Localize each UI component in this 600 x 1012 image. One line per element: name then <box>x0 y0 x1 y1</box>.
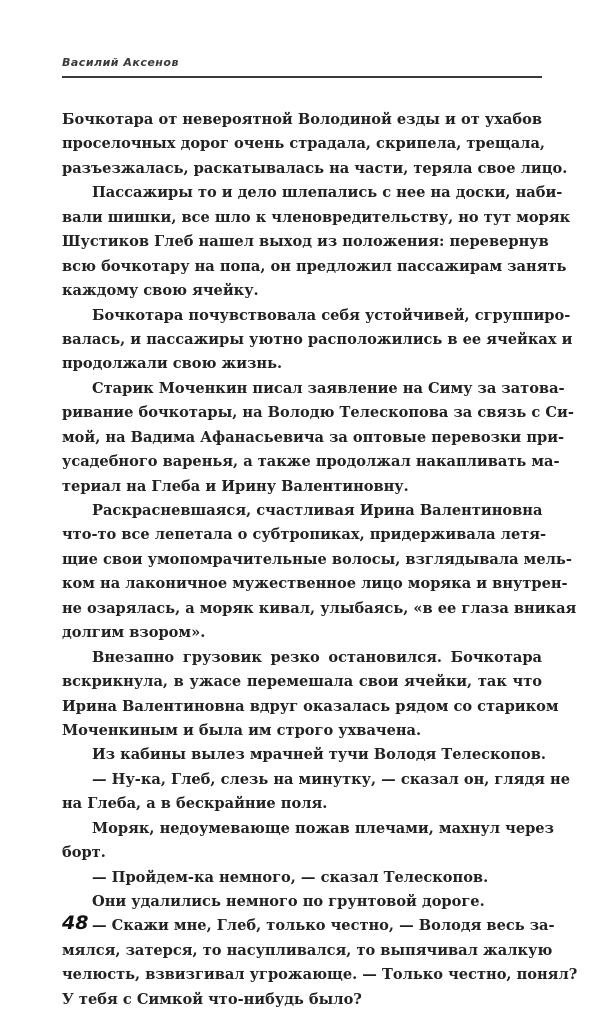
text-line: Шустиков Глеб нашел выход из положения: перевернув <box>62 233 549 251</box>
text-line: мой, на Вадима Афанасьевича за оптовые перевозки при- <box>62 428 565 446</box>
author-name: Василий Аксенов <box>62 56 179 69</box>
text-line: Внезапно грузовик резко остановился. Бочкотара <box>92 648 542 666</box>
text-line: Раскрасневшаяся, счастливая Ирина Валентиновна <box>92 502 543 519</box>
page-number: 48 <box>62 912 89 934</box>
text-line: проселочных дорог очень страдала, скрипела, трещала, <box>62 135 545 153</box>
text-line: ривание бочкотары, на Володю Телескопова за связь с Си- <box>62 404 574 422</box>
text-line: валась, и пассажиры уютно расположились в ее ячейках и <box>62 330 573 348</box>
text-line: вскрикнула, в ужасе перемешала свои ячейки, так что <box>62 673 542 691</box>
text-line: Из кабины вылез мрачней тучи Володя Телескопов. <box>92 746 546 764</box>
text-line: Моряк, недоумевающе пожав плечами, махнул через <box>92 819 554 837</box>
text-line: Пассажиры то и дело шлепались с нее на доски, наби- <box>92 184 563 202</box>
text-line: продолжали свою жизнь. <box>62 355 283 373</box>
page-body-text <box>62 108 578 1012</box>
text-line: Бочкотара от невероятной Володиной езды и от ухабов <box>62 111 542 128</box>
text-line: челюсть, взвизгивал угрожающе. — Только честно, понял? <box>62 966 578 984</box>
text-line: всю бочкотару на попа, он предложил пассажирам занять <box>62 257 567 275</box>
text-line: Ирина Валентиновна вдруг оказалась рядом со стариком <box>62 697 559 715</box>
text-line: У тебя с Симкой что-нибудь было? <box>62 990 362 1008</box>
text-line: вали шишки, все шло к членовредительству, но тут моряк <box>62 208 571 226</box>
text-line: на Глеба, а в бескрайние поля. <box>62 795 328 813</box>
text-line: Моченкиным и была им строго ухвачена. <box>62 721 422 739</box>
text-line: ком на лаконичное мужественное лицо моряка и внутрен- <box>62 575 568 593</box>
text-line: не озарялась, а моряк кивал, улыбаясь, «в ее глаза вникая <box>62 599 577 617</box>
text-line: териал на Глеба и Ирину Валентиновну. <box>62 477 409 495</box>
text-line: — Ну-ка, Глеб, слезь на минутку, — сказал он, глядя не <box>92 770 570 788</box>
running-header <box>62 56 542 78</box>
text-line: борт. <box>62 844 106 862</box>
text-line: — Скажи мне, Глеб, только честно, — Володя весь за- <box>92 917 555 935</box>
text-line: Бочкотара почувствовала себя устойчивей, сгруппиро- <box>92 306 571 324</box>
text-line: — Пройдем-ка немного, — сказал Телескопов. <box>92 868 489 886</box>
text-line: что-то все лепетала о субтропиках, придерживала летя- <box>62 526 547 544</box>
text-line: усадебного варенья, а также продолжал накапливать ма- <box>62 453 560 471</box>
text-line: мялся, затерся, то насупливался, то выпячивал жалкую <box>62 941 553 959</box>
text-line: щие свои умопомрачительные волосы, взглядывала мель- <box>62 550 572 568</box>
text-line: Они удалились немного по грунтовой дороге. <box>92 893 485 910</box>
text-line: Старик Моченкин писал заявление на Симу за затова- <box>92 379 565 397</box>
text-line: разъезжалась, раскатывалась на части, теряла свое лицо. <box>62 159 568 177</box>
text-line: долгим взором». <box>62 624 206 642</box>
text-line: каждому свою ячейку. <box>62 282 259 300</box>
